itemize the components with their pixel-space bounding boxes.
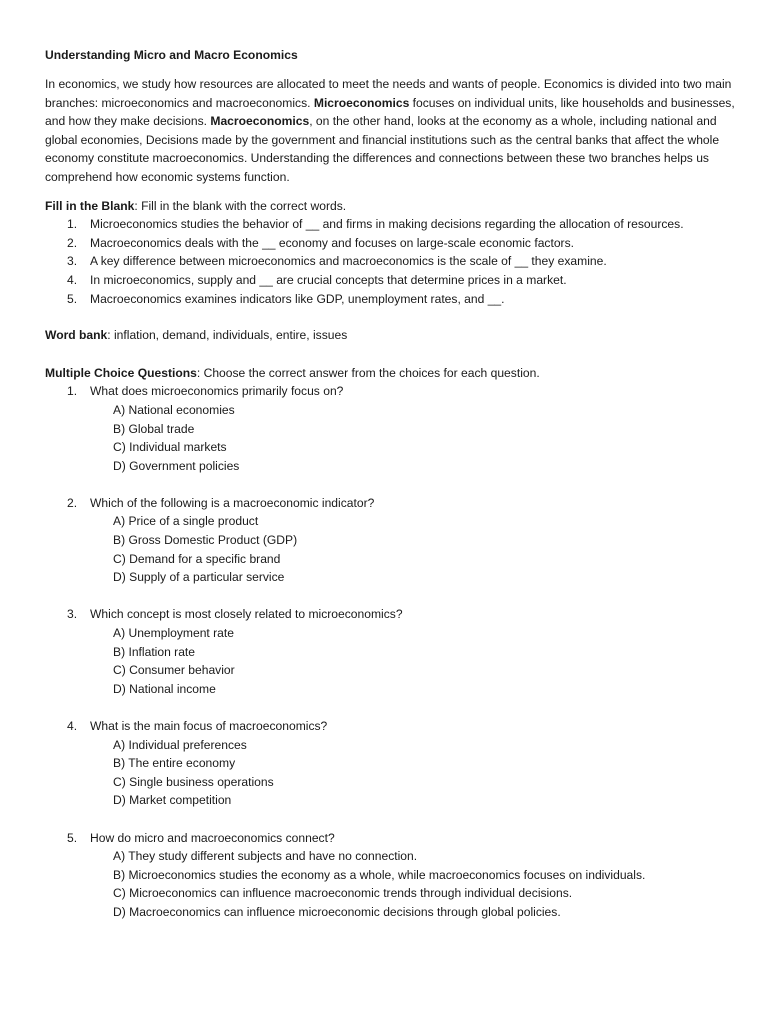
mcq-question: [45, 605, 735, 698]
question-number: 1.: [67, 384, 78, 399]
answer-choice: A) National economies: [113, 402, 235, 417]
answer-choice: D) National income: [113, 681, 216, 696]
answer-choice: A) They study different subjects and have no connection.: [113, 849, 418, 864]
answer-choice: A) Unemployment rate: [113, 626, 234, 641]
answer-choice: B) Gross Domestic Product (GDP): [113, 533, 298, 548]
fill-in-blank-heading: [45, 197, 735, 216]
answer-choice: C) Individual markets: [113, 440, 227, 455]
answer-choice: C) Microeconomics can influence macroeconomic trends through individual decisions.: [113, 886, 573, 901]
fill-in-blank-item: [45, 290, 735, 309]
answer-choice: D) Market competition: [113, 793, 232, 808]
answer-choice: B) The entire economy: [113, 756, 236, 771]
fill-in-blank-list: [45, 215, 735, 308]
item-number: 5.: [67, 291, 78, 306]
fill-in-blank-item: [45, 252, 735, 271]
answer-choice: C) Consumer behavior: [113, 663, 235, 678]
question-number: 3.: [67, 607, 78, 622]
mcq-question: [45, 717, 735, 810]
question-text: Which of the following is a macroeconomic indicator?: [90, 495, 375, 510]
mcq-question: [45, 382, 735, 475]
mcq-instruction: : Choose the correct answer from the choices for each question.: [196, 365, 540, 380]
item-number: 4.: [67, 272, 78, 287]
fill-in-blank-label: Fill in the Blank: [45, 198, 135, 213]
item-number: 2.: [67, 235, 78, 250]
mcq-list: [45, 382, 735, 921]
question-text: Which concept is most closely related to microeconomics?: [90, 607, 403, 622]
question-text: How do micro and macroeconomics connect?: [90, 830, 335, 845]
answer-choices: [90, 401, 735, 475]
question-number: 4.: [67, 719, 78, 733]
intro-text-1: In economics, we study how resources are allocated to meet the needs and wants of people. Economics is divided into two main branches: microeconomics and macroeconomics.: [45, 77, 732, 110]
answer-choices: [90, 512, 735, 586]
item-text: A key difference between microeconomics and macroeconomics is the scale of __ they examine.: [90, 254, 607, 269]
item-text: Macroeconomics deals with the __ economy and focuses on large-scale economic factors.: [90, 235, 574, 250]
item-text: Macroeconomics examines indicators like GDP, unemployment rates, and __.: [90, 291, 505, 306]
answer-choices: [90, 847, 735, 921]
question-text: What does microeconomics primarily focus on?: [90, 384, 344, 399]
mcq-label: Multiple Choice Questions: [45, 365, 197, 380]
mcq-heading: [45, 364, 735, 383]
item-number: 3.: [67, 254, 78, 269]
question-number: 2.: [67, 495, 78, 510]
answer-choice: B) Inflation rate: [113, 644, 196, 659]
answer-choice: B) Microeconomics studies the economy as a whole, while macroeconomics focuses on individuals.: [113, 867, 646, 882]
microeconomics-term: Microeconomics: [313, 95, 410, 110]
answer-choice: C) Single business operations: [113, 774, 274, 789]
intro-paragraph: [45, 75, 735, 187]
answer-choice: C) Demand for a specific brand: [113, 551, 281, 566]
answer-choices: [90, 624, 735, 698]
fill-in-blank-instruction: : Fill in the blank with the correct words.: [134, 198, 347, 213]
item-text: Microeconomics studies the behavior of __ and firms in making decisions regarding the allocation of resources.: [90, 217, 684, 232]
answer-choice: A) Price of a single product: [113, 514, 259, 529]
fill-in-blank-item: [45, 271, 735, 290]
document-title: Understanding Micro and Macro Economics: [45, 48, 298, 62]
answer-choice: D) Supply of a particular service: [113, 570, 285, 585]
item-text: In microeconomics, supply and __ are crucial concepts that determine prices in a market.: [90, 272, 567, 287]
word-bank: [45, 326, 735, 345]
mcq-question: [45, 494, 735, 587]
fill-in-blank-item: [45, 215, 735, 234]
mcq-question: [45, 829, 735, 922]
intro-text-3: , on the other hand, looks at the economy as a whole, including national and global economies, Decisions made by the government and financial institutions such as the central banks that affect the whole economy constitute macroeconomics. Understanding the differences and connections between these two branches helps us comprehend how economic systems function.: [45, 114, 720, 184]
word-bank-words: : inflation, demand, individuals, entire, issues: [107, 328, 348, 343]
answer-choices: [90, 736, 735, 810]
macroeconomics-term: Macroeconomics: [210, 114, 310, 129]
answer-choice: D) Macroeconomics can influence microeconomic decisions through global policies.: [113, 904, 561, 919]
answer-choice: D) Government policies: [113, 458, 240, 473]
item-number: 1.: [67, 217, 78, 232]
question-number: 5.: [67, 830, 78, 845]
answer-choice: B) Global trade: [113, 421, 195, 436]
word-bank-label: Word bank: [45, 328, 108, 343]
answer-choice: A) Individual preferences: [113, 737, 247, 752]
intro-text-2: focuses on individual units, like households and businesses, and how they make decisions.: [45, 95, 735, 129]
document-page: [45, 46, 735, 940]
question-text: What is the main focus of macroeconomics?: [90, 719, 328, 733]
fill-in-blank-item: [45, 234, 735, 253]
